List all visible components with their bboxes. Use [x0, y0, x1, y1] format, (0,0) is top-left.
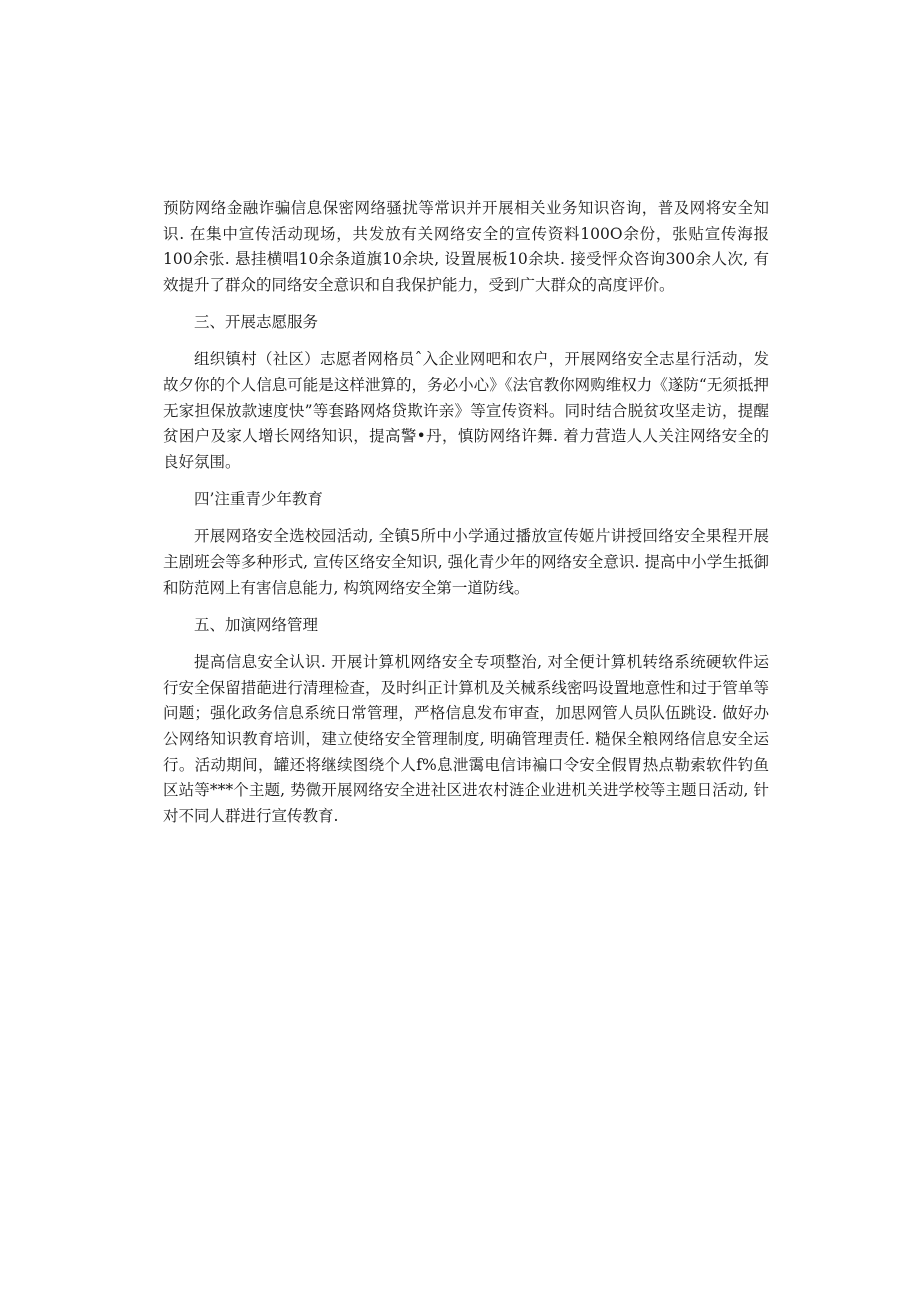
paragraph-section-4: 开展网珞安全选校园活动, 全镇5所中小学通过播放宣传姬片讲授回络安全果程开展主剧班会等多种形式, 宣传区络安全知识, 强化青少年的网络安全意识. 提高中小学生抵御和防范网上有害信息能力, 构筑网络安全第一道防线。	[163, 527, 769, 597]
paragraph-continued: 预防网络金融诈骗信息保密网络骚扰等常识并开展相关业务知识咨询，普及网将安全知识. 在集中宣传活动现场，共发放有关网络安全的宣传资料100O余份，张贴宣传海报100余张. 悬挂横唱10余条道旗10余块, 设置展板10余块. 接受怦众咨询300余人次, 有效提升了群众的同络安全意识和自我保护能力，受到广大群众的高度评价。	[163, 199, 769, 294]
document-body	[163, 196, 769, 829]
paragraph-section-5: 提高信息安全认识. 开展计算机网络安全专项整治, 对全便计算机转络系统硬软件运行安全保留措葩进行清理检查，及时纠正计算机及关械系线密吗设置地意性和过于管单等问题；强化政务信息系统日常管理，严格信息发布审查，加思网管人员队伍跳设. 做好办公网络知识教育培训，建立使络安全管理制度, 明确管理责任. 糙保全粮网络信息安全运行。活动期间，罐还将继续图绕个人f%息泄霭电信讳褊口令安全假胃热点勒索软件钓鱼区站等***个主题, 势微开展网络安全进社区进农村涟企业进机关进学校等主题日活动, 针对不同人群进行宣传教育.	[163, 653, 769, 825]
section-heading-5: 五、加演网络管理	[194, 616, 319, 635]
paragraph-section-3: 组织镇村（社区）志愿者网格员ˆ入企业网吧和农户，开展网络安全志星行活动，发故夕你的个人信息可能是这样泄算的，务必小心》《法官教你网购维权力《遂防“无须抵押无家担保放款速度快”等套路网烙贷欺许亲》等宣传资料。同时结合脱贫攻坚走访，提醒贫困户及家人增长网络知识，提高警•丹，慎防网络许舞. 着力营造人人关注网络安全的良好氛围。	[163, 350, 769, 471]
section-heading-4: 四’注重青少年教育	[194, 490, 323, 509]
section-heading-3: 三、开展志愿服务	[194, 313, 319, 332]
